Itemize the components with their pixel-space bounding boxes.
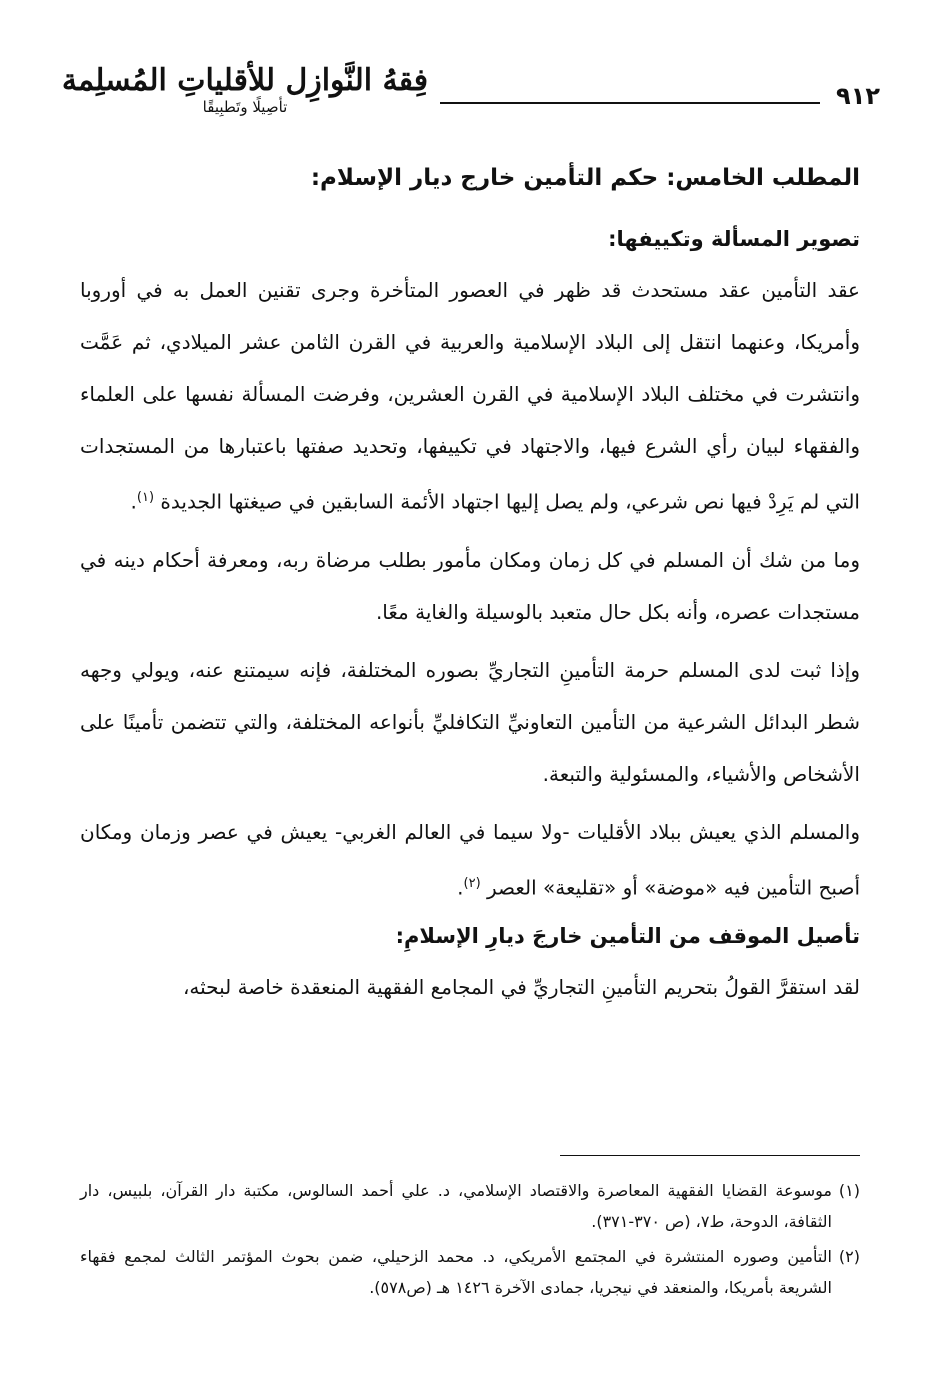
footnote-number: (٢)	[838, 1247, 860, 1266]
paragraph: لقد استقرَّ القولُ بتحريم التأمينِ التجاريِّ في المجامع الفقهية المنعقدة خاصة لبحثه،	[182, 975, 860, 1000]
paragraph-end: .	[457, 875, 464, 900]
paragraph-end: .	[130, 489, 137, 514]
footnote-ref[interactable]: (١)	[136, 490, 155, 505]
paragraph-text: والمسلم الذي يعيش ببلاد الأقليات -ولا سيما في العالم الغربي- يعيش في عصر وزمان ومكان أصبح التأمين فيه «موضة» أو «تقليعة» العصر	[80, 819, 860, 900]
paragraph	[80, 264, 860, 528]
paragraph-text: عقد التأمين عقد مستحدث قد ظهر في العصور المتأخرة وجرى تقنين العمل به في أوروبا وأمريكا، وعنهما انتقل إلى البلاد الإسلامية والعربية في القرن الثامن عشر الميلادي، ثم عَمَّت وانتشرت في مختلف البلاد الإسلامية في القرن العشرين، وفرضت المسألة نفسها على العلماء والفقهاء لبيان رأي الشرع فيها، والاجتهاد في تكييفها، وتحديد صفتها باعتبارها من المستجدات التي لم يَرِدْ فيها نص شرعي، ولم يصل إليها اجتهاد الأئمة السابقين في صيغتها الجديدة	[80, 278, 860, 514]
paragraph: وما من شك أن المسلم في كل زمان ومكان مأمور بطلب مرضاة ربه، ومعرفة أحكام دينه في مستجدات عصره، وأنه بكل حال متعبد بالوسيلة والغاية معًا.	[80, 547, 860, 624]
paragraph	[80, 806, 860, 914]
paragraph: وإذا ثبت لدى المسلم حرمة التأمينِ التجاريِّ بصوره المختلفة، فإنه سيمتنع عنه، ويولي وجهه شطر البدائل الشرعية من التأمين التعاونيِّ التكافليِّ بأنواعه المختلفة، والتي تتضمن تأمينًا على الأشخاص والأشياء، والمسئولية والتبعة.	[80, 657, 860, 786]
book-subtitle: تأصِيلًا وتَطبِيقًا	[202, 98, 288, 116]
section-title: المطلب الخامس: حكم التأمين خارج ديار الإسلام:	[310, 165, 860, 191]
page-number: ٩١٢	[836, 82, 880, 110]
footnote-number: (١)	[838, 1181, 860, 1200]
footnote-separator	[560, 1155, 860, 1156]
footnote	[80, 1175, 860, 1237]
subheading-issue-description: تصوير المسألة وتكييفها:	[608, 227, 860, 251]
page-header	[60, 60, 880, 130]
header-rule	[440, 102, 820, 104]
page-body	[80, 160, 860, 1019]
footnote-text: موسوعة القضايا الفقهية المعاصرة والاقتصاد الإسلامي، د. علي أحمد السالوس، مكتبة دار القرآن، بلبيس، دار الثقافة، الدوحة، ط٧، (ص ٣٧٠-٣٧١).	[80, 1181, 832, 1231]
footnote-text: التأمين وصوره المنتشرة في المجتمع الأمريكي، د. محمد الزحيلي، ضمن بحوث المؤتمر الثالث لمجمع فقهاء الشريعة بأمريكا، والمنعقد في نيجريا، جمادى الآخرة ١٤٢٦ هـ (ص٥٧٨).	[80, 1247, 832, 1297]
footnote	[80, 1241, 860, 1303]
footnotes	[80, 1175, 860, 1307]
subheading-rooting-position: تأصيل الموقف من التأمين خارجَ ديارِ الإسلامِ:	[395, 924, 860, 949]
book-title-logo	[60, 64, 430, 116]
book-title: فِقهُ النَّوازِل للأقلياتِ المُسلِمة	[61, 63, 429, 98]
footnote-ref[interactable]: (٢)	[463, 875, 481, 891]
